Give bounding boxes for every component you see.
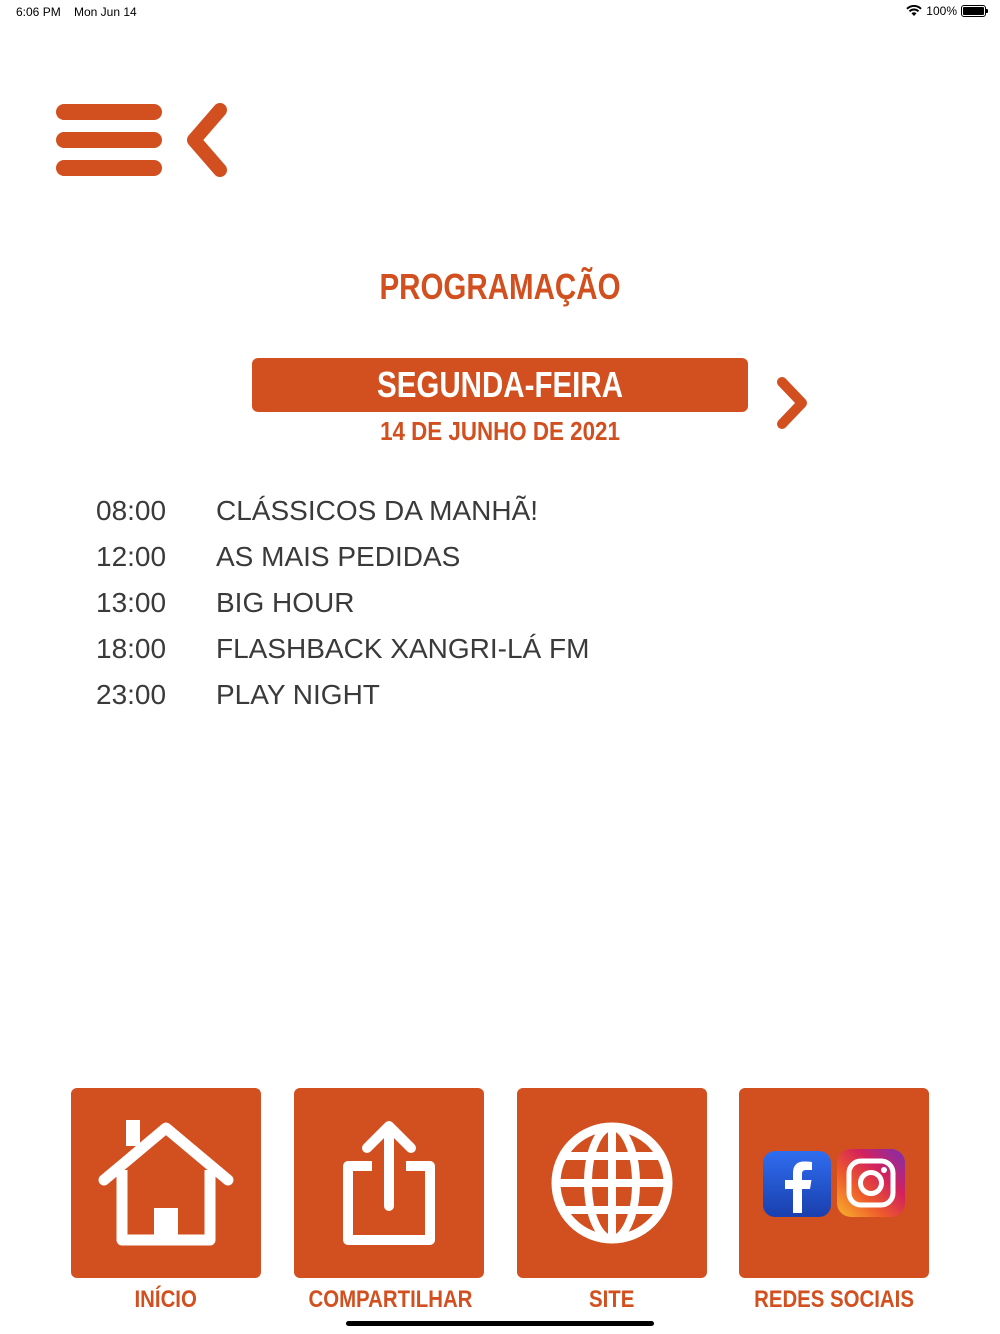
schedule-program: PLAY NIGHT <box>216 679 380 710</box>
schedule-time: 23:00 <box>96 679 167 710</box>
status-bar <box>0 0 1000 24</box>
date-label: 14 DE JUNHO DE 2021 <box>380 416 620 446</box>
status-right <box>906 4 986 18</box>
schedule-row <box>96 534 896 580</box>
nav-label <box>71 1286 261 1314</box>
status-date: Mon Jun 14 <box>74 5 137 19</box>
schedule-time: 12:00 <box>96 541 167 572</box>
nav-tile[interactable] <box>71 1088 261 1278</box>
nav-compartilhar-button[interactable] <box>294 1088 484 1318</box>
nav-inicio-button[interactable] <box>71 1088 261 1318</box>
battery-icon <box>961 5 986 17</box>
bottom-nav <box>0 1088 1000 1318</box>
status-time: 6:06 PM <box>16 5 61 19</box>
nav-redes-sociais-label: REDES SOCIAIS <box>754 1286 914 1313</box>
nav-label <box>294 1286 484 1314</box>
nav-tile[interactable] <box>739 1088 929 1278</box>
schedule-time: 13:00 <box>96 587 167 618</box>
schedule-time: 18:00 <box>96 633 167 664</box>
wifi-icon <box>906 5 922 17</box>
globe-icon <box>549 1120 675 1246</box>
facebook-icon <box>763 1151 831 1217</box>
home-indicator[interactable] <box>346 1321 654 1326</box>
nav-compartilhar-label: COMPARTILHAR <box>308 1286 473 1313</box>
page-title: PROGRAMAÇÃO <box>379 266 621 307</box>
chevron-left-icon <box>194 110 220 170</box>
nav-site-button[interactable] <box>517 1088 707 1318</box>
day-selector <box>252 358 748 412</box>
menu-back-button[interactable] <box>56 102 232 180</box>
schedule-program: BIG HOUR <box>216 587 355 618</box>
schedule-row <box>96 672 896 718</box>
nav-redes-sociais-button[interactable] <box>739 1088 929 1318</box>
schedule-row <box>96 580 896 626</box>
schedule-row <box>96 626 896 672</box>
schedule-list <box>96 488 896 718</box>
schedule-program: AS MAIS PEDIDAS <box>216 541 461 572</box>
schedule-program: CLÁSSICOS DA MANHÃ! <box>216 495 539 526</box>
nav-inicio-label: INÍCIO <box>134 1286 198 1313</box>
nav-site-label: SITE <box>589 1286 635 1313</box>
share-icon <box>334 1118 444 1248</box>
instagram-icon <box>837 1149 905 1217</box>
schedule-program: FLASHBACK XANGRI-LÁ FM <box>216 633 590 664</box>
schedule-time: 08:00 <box>96 495 167 526</box>
battery-percent: 100% <box>926 4 957 18</box>
day-label: SEGUNDA-FEIRA <box>376 364 623 405</box>
hamburger-icon <box>56 104 162 176</box>
home-icon <box>96 1118 236 1248</box>
schedule-row <box>96 488 896 534</box>
nav-tile[interactable] <box>517 1088 707 1278</box>
nav-label <box>517 1286 707 1314</box>
nav-label <box>739 1286 929 1314</box>
nav-tile[interactable] <box>294 1088 484 1278</box>
